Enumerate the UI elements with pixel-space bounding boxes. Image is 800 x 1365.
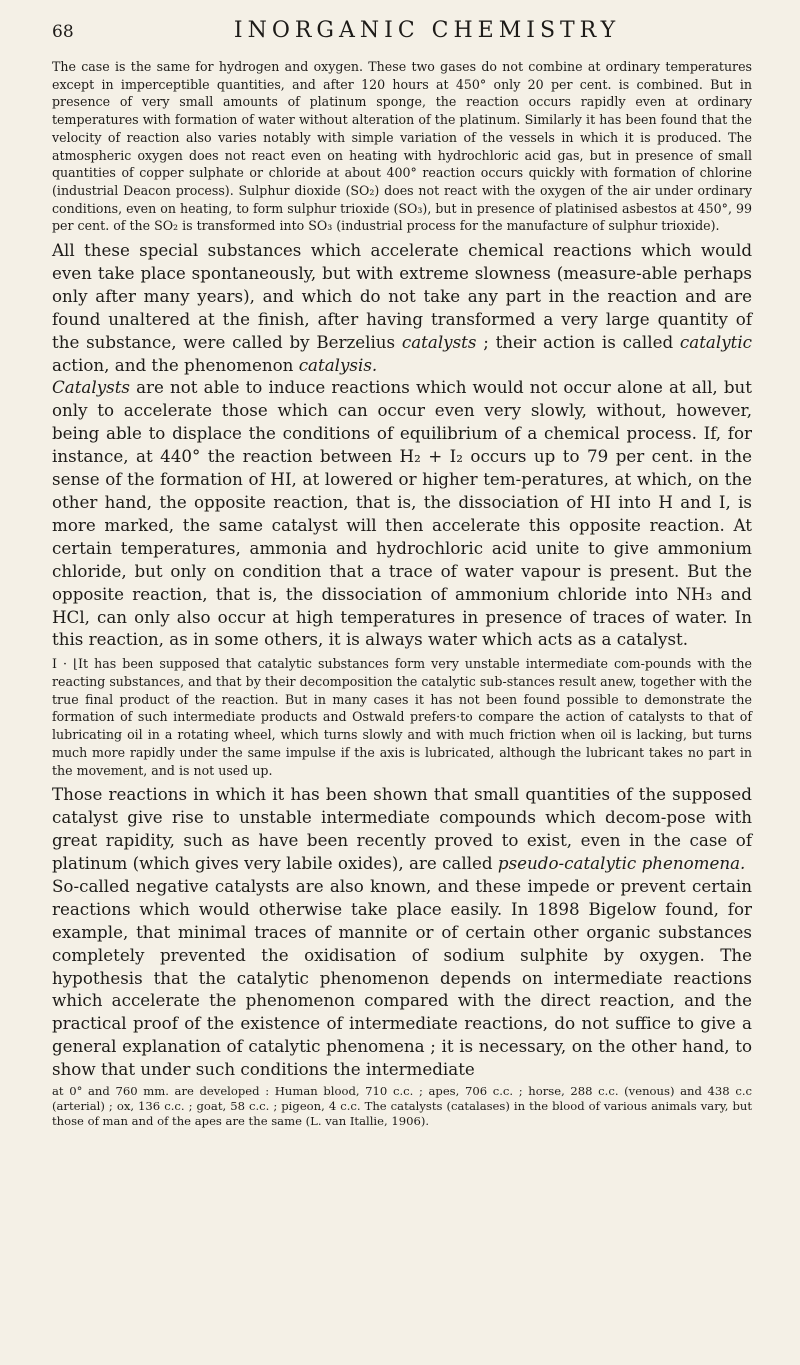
page-number: 68	[52, 22, 74, 42]
footnote: at 0° and 760 mm. are developed : Human blood, 710 c.c. ; apes, 706 c.c. ; horse, 288 c.c. (venous) and 438 c.c (arterial) ; ox, 136 c.c. ; goat, 58 c.c. ; pigeon, 4 c.c. The catalysts (catalases) in the blood of various animals vary, but those of man and of the apes are the same (L. van Itallie, 1906).	[52, 1084, 752, 1128]
paragraph-catalyst-equilibrium	[52, 376, 752, 651]
running-title: INORGANIC CHEMISTRY	[233, 18, 621, 43]
text-run: ; their action is called	[476, 331, 680, 352]
term-catalysts-start: Catalysts	[52, 377, 130, 398]
paragraph-negative-catalysts: So-called negative catalysts are also known, and these impede or prevent certain reactions which would otherwise take place easily. In 1898 Bigelow found, for example, that minimal traces of mannite or of certain other organic substances completely prevented the oxidisation of sodium sulphite by oxygen. The hypothesis that the catalytic phenomenon depends on intermediate reactions which accelerate the phenomenon compared with the direct reaction, and the practical proof of the existence of intermediate reactions, do not suffice to give a general explanation of catalytic phenomena ; it is necessary, on the other hand, to show that under such conditions the intermediate	[52, 875, 752, 1080]
term-pseudo-catalytic: pseudo-catalytic phenomena.	[497, 852, 746, 873]
term-catalysis: catalysis.	[298, 354, 378, 375]
term-catalysts: catalysts	[401, 331, 477, 352]
text-run: All these special substances which accelerate chemical reactions which would even take place spontaneously, but with extreme slowness (measure-able perhaps only after many years), and which do not take any part in the reaction and are found unaltered at the finish, after having transformed a very large quantity of the substance, were called by Berzelius	[52, 240, 752, 352]
page-header	[52, 18, 752, 58]
text-run: are not able to induce reactions which would not occur alone at all, but only to accelerate those which can occur even very slowly, without, however, being able to displace the conditions of equilibrium of a chemical process. If, for instance, at 440° the reaction between H₂ + I₂ occurs up to 79 per cent. in the sense of the formation of HI, at lowered or higher tem-peratures, at which, on the other hand, the opposite reaction, that is, the dissociation of HI into H and I, is more marked, the same catalyst will then accelerate this opposite reaction. At certain temperatures, ammonia and hydrochloric acid unite to give ammonium chloride, but only on condition that a trace of water vapour is present. But the opposite reaction, that is, the dissociation of ammonium chloride into NH₃ and HCl, can only also occur at high temperatures in presence of traces of water. In this reaction, as in some others, it is always water which acts as a catalyst.	[52, 377, 752, 650]
text-run: Those reactions in which it has been shown that small quantities of the supposed catalyst give rise to unstable intermediate compounds which decom-pose with great rapidity, such as have been recently proved to exist, even in the case of platinum (which gives very labile oxides), are called	[52, 784, 752, 873]
paragraph-pseudo-catalytic	[52, 783, 752, 875]
paragraph-catalysts-definition	[52, 239, 752, 376]
term-catalytic: catalytic	[679, 331, 753, 352]
text-run: action, and the phenomenon	[52, 354, 299, 375]
paragraph-intermediate-compounds: I · ⌊It has been supposed that catalytic substances form very unstable intermediate com-pounds with the reacting substances, and that by their decomposition the catalytic sub-stances result anew, together with the true final product of the reaction. But in many cases it has not been found possible to demonstrate the formation of such intermediate products and Ostwald prefers·to compare the action of catalysts to that of lubricating oil in a rotating wheel, which turns slowly and with much friction when oil is lacking, but turns much more rapidly under the same impulse if the axis is lubricated, although the lubricant takes no part in the movement, and is not used up.	[52, 656, 752, 778]
paragraph-hydrogen-oxygen: The case is the same for hydrogen and oxygen. These two gases do not combine at ordinary temperatures except in imperceptible quantities, and after 120 hours at 450° only 20 per cent. is combined. But in presence of very small amounts of platinum sponge, the reaction occurs rapidly even at ordinary temperatures with formation of water without alteration of the platinum. Similarly it has been found that the velocity of reaction also varies notably with simple variation of the vessels in which it is produced. The atmospheric oxygen does not react even on heating with hydrochloric acid gas, but in presence of small quantities of copper sulphate or chloride at about 400° reaction occurs quickly with formation of chlorine (industrial Deacon process). Sulphur dioxide (SO₂) does not react with the oxygen of the air under ordinary conditions, even on heating, to form sulphur trioxide (SO₃), but in presence of platinised asbestos at 450°, 99 per cent. of the SO₂ is transformed into SO₃ (industrial process for the manufacture of sulphur trioxide).	[52, 59, 752, 234]
